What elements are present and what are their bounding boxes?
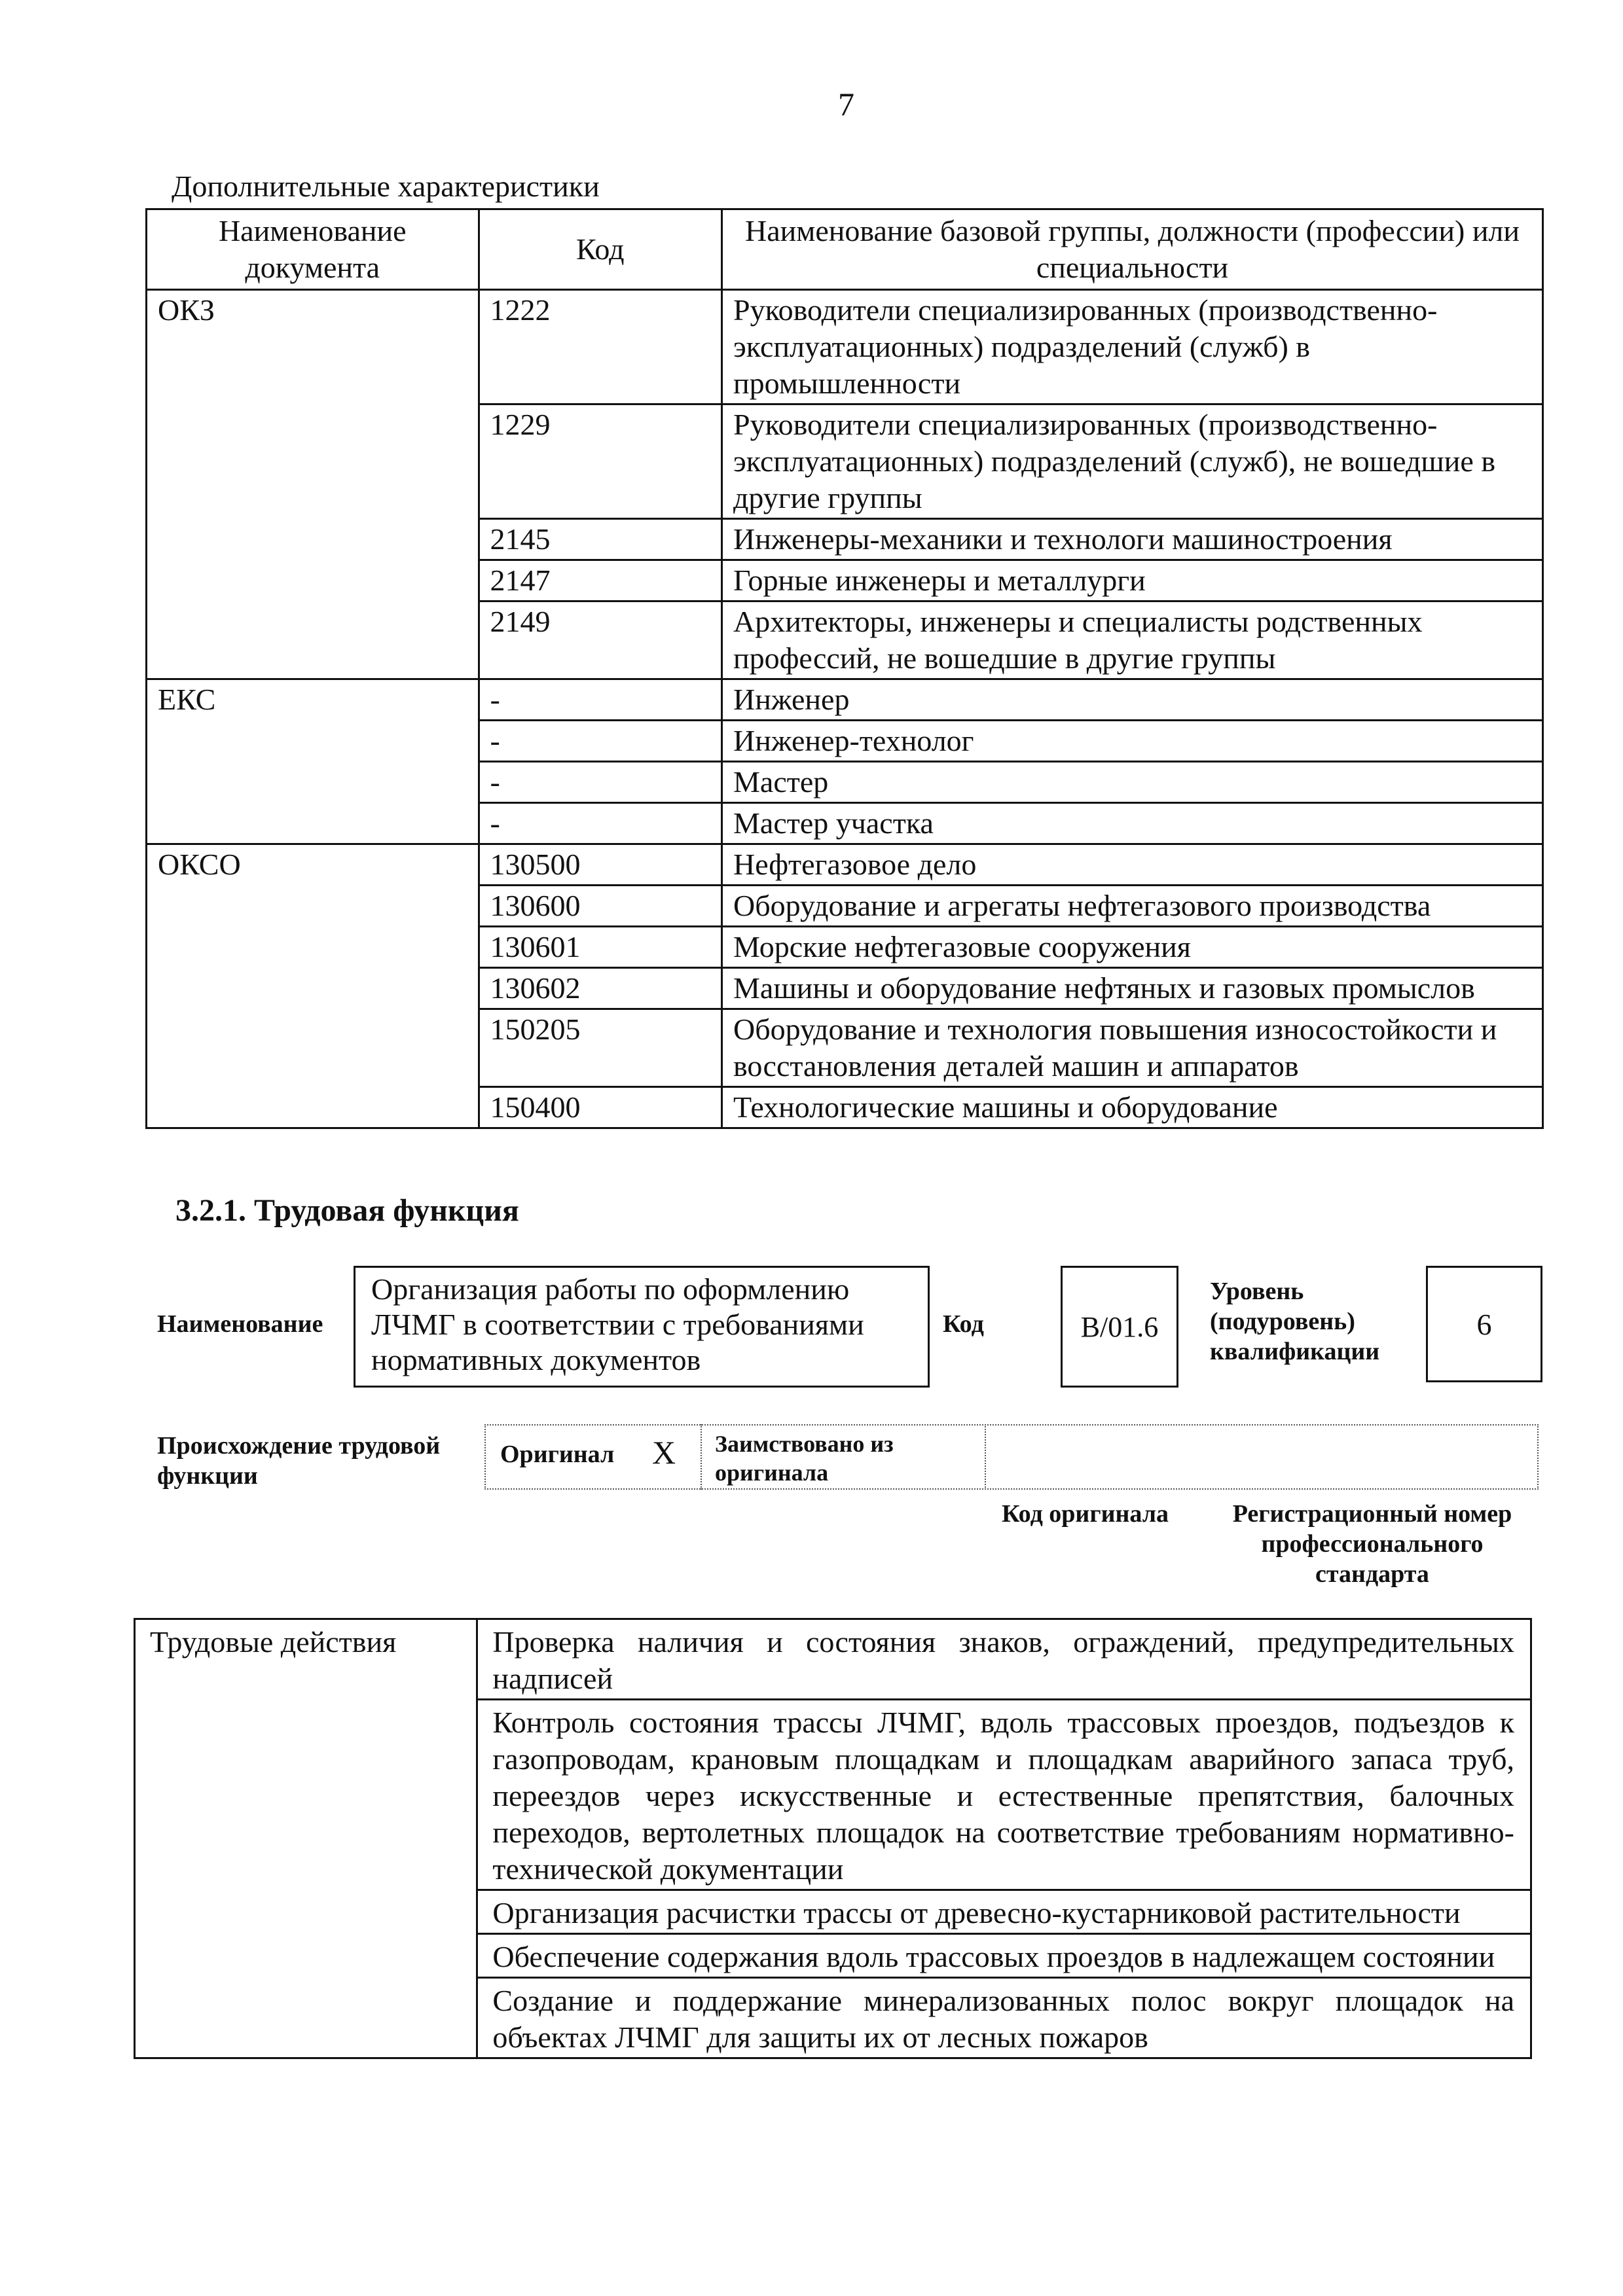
table-row — [147, 519, 1543, 560]
doc-cell: ЕКС — [147, 679, 479, 721]
code-cell: - — [479, 679, 722, 721]
origin-original-mark: X — [652, 1434, 676, 1471]
table-row — [135, 1619, 1531, 1700]
function-name-label: Наименование — [157, 1310, 323, 1338]
name-cell: Архитекторы, инженеры и специалисты родственных профессий, не вошедшие в другие группы — [722, 601, 1543, 679]
code-cell: 130601 — [479, 927, 722, 968]
table-row — [147, 679, 1543, 721]
code-cell: 130500 — [479, 844, 722, 886]
function-name-box: Организация работы по оформлению ЛЧМГ в соответствии с требованиями нормативных документов — [354, 1266, 930, 1388]
characteristics-table — [145, 208, 1544, 1129]
name-cell: Оборудование и агрегаты нефтегазового производства — [722, 886, 1543, 927]
function-code-label: Код — [943, 1310, 984, 1338]
code-cell: - — [479, 803, 722, 844]
table-row — [147, 886, 1543, 927]
origin-box — [484, 1424, 1539, 1490]
header-name: Наименование базовой группы, должности (профессии) или специальности — [722, 209, 1543, 290]
table-row — [147, 927, 1543, 968]
code-cell: 2149 — [479, 601, 722, 679]
name-cell: Нефтегазовое дело — [722, 844, 1543, 886]
code-cell: 1222 — [479, 290, 722, 404]
table-row — [147, 844, 1543, 886]
origin-original-label: Оригинал — [500, 1441, 615, 1468]
table-row — [147, 404, 1543, 519]
table-row — [147, 762, 1543, 803]
code-cell: 130600 — [479, 886, 722, 927]
name-cell: Горные инженеры и металлурги — [722, 560, 1543, 601]
code-cell: 150205 — [479, 1009, 722, 1087]
action-item: Организация расчистки трассы от древесно-кустарниковой растительности — [477, 1890, 1531, 1934]
code-cell: - — [479, 721, 722, 762]
action-item: Проверка наличия и состояния знаков, ограждений, предупредительных надписей — [477, 1619, 1531, 1700]
table-row — [147, 1087, 1543, 1128]
code-cell: 150400 — [479, 1087, 722, 1128]
actions-label: Трудовые действия — [135, 1619, 477, 2058]
doc-cell: ОКЗ — [147, 290, 479, 404]
name-cell: Машины и оборудование нефтяных и газовых промыслов — [722, 968, 1543, 1009]
name-cell: Инженеры-механики и технологи машиностроения — [722, 519, 1543, 560]
code-cell: 130602 — [479, 968, 722, 1009]
name-cell: Мастер участка — [722, 803, 1543, 844]
code-cell: 2147 — [479, 560, 722, 601]
name-cell: Инженер-технолог — [722, 721, 1543, 762]
code-cell: 1229 — [479, 404, 722, 519]
table-row — [147, 1009, 1543, 1087]
origin-borrowed-label: Заимствовано из оригинала — [715, 1431, 894, 1486]
qualification-level-box: 6 — [1426, 1266, 1542, 1382]
code-original-label: Код оригинала — [1002, 1500, 1169, 1528]
table-row — [147, 968, 1543, 1009]
page-number: 7 — [838, 86, 854, 122]
action-item: Обеспечение содержания вдоль трассовых проездов в надлежащем состоянии — [477, 1934, 1531, 1978]
code-cell: 2145 — [479, 519, 722, 560]
name-cell: Инженер — [722, 679, 1543, 721]
code-cell: - — [479, 762, 722, 803]
name-cell: Руководители специализированных (производственно-эксплуатационных) подразделений (служб) в промышленности — [722, 290, 1543, 404]
function-code-box: B/01.6 — [1061, 1266, 1178, 1388]
labor-actions-table — [134, 1618, 1532, 2059]
table-row — [147, 560, 1543, 601]
header-document: Наименование документа — [147, 209, 479, 290]
table-row — [147, 803, 1543, 844]
qualification-level-label: Уровень (подуровень) квалификации — [1210, 1278, 1380, 1365]
name-cell: Руководители специализированных (производственно-эксплуатационных) подразделений (служб), не вошедшие в другие группы — [722, 404, 1543, 519]
table-caption: Дополнительные характеристики — [172, 170, 600, 203]
name-cell: Мастер — [722, 762, 1543, 803]
header-code: Код — [479, 209, 722, 290]
table-row — [147, 601, 1543, 679]
action-item: Контроль состояния трассы ЛЧМГ, вдоль трассовых проездов, подъездов к газопроводам, крановым площадкам и площадкам аварийного запаса труб, переездов через искусственные и естественные препятствия, балочных переходов, вертолетных площадок на соответствие требованиям нормативно-технической документации — [477, 1700, 1531, 1890]
reg-number-label: Регистрационный номер профессионального стандарта — [1232, 1500, 1512, 1588]
name-cell: Технологические машины и оборудование — [722, 1087, 1543, 1128]
name-cell: Оборудование и технология повышения износостойкости и восстановления деталей машин и аппаратов — [722, 1009, 1543, 1087]
table-row — [147, 721, 1543, 762]
origin-label: Происхождение трудовой функции — [157, 1432, 441, 1490]
name-cell: Морские нефтегазовые сооружения — [722, 927, 1543, 968]
doc-cell: ОКСО — [147, 844, 479, 886]
table-row — [147, 290, 1543, 404]
section-title: 3.2.1. Трудовая функция — [175, 1193, 519, 1228]
action-item: Создание и поддержание минерализованных полос вокруг площадок на объектах ЛЧМГ для защиты их от лесных пожаров — [477, 1978, 1531, 2058]
